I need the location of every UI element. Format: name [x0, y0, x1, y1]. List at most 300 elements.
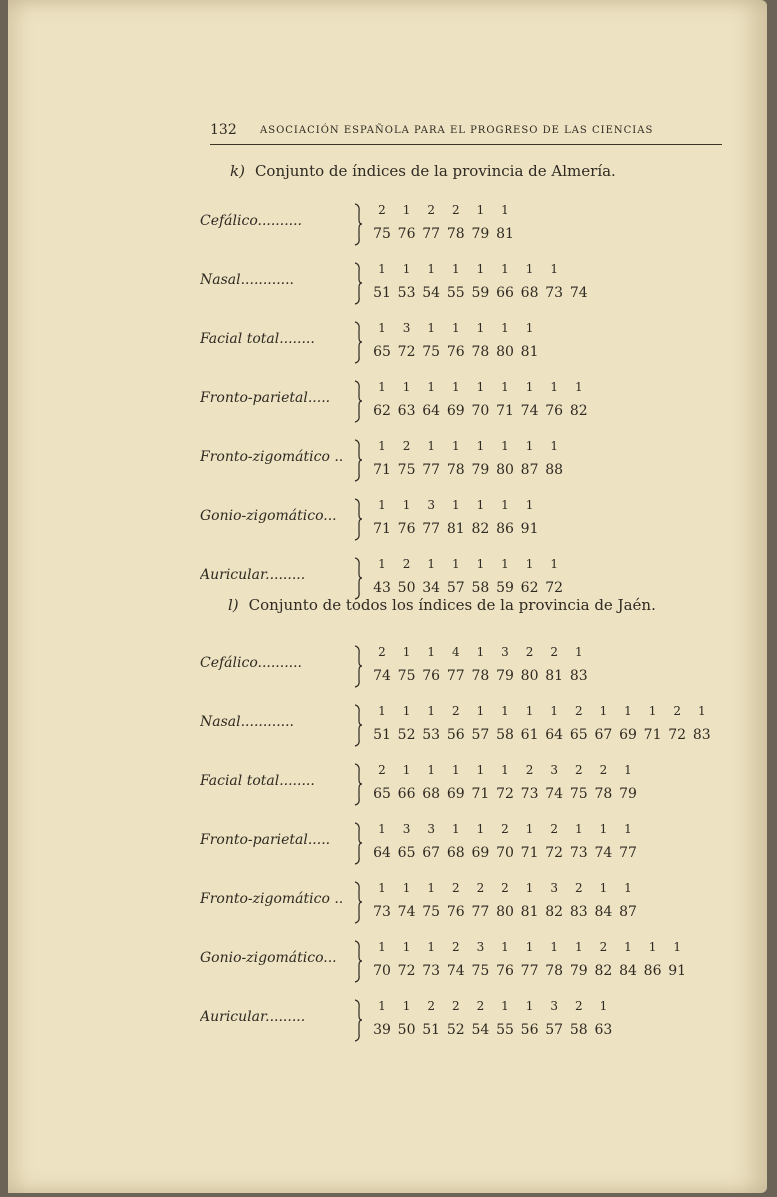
- index-cell: [591, 996, 615, 1040]
- count: 1: [476, 822, 485, 836]
- index-cell: [616, 701, 640, 745]
- index-cell: [395, 996, 419, 1040]
- count: 1: [476, 203, 485, 217]
- index-value: 67: [594, 727, 613, 743]
- index-cell: [493, 554, 517, 598]
- section-title-text: Conjunto de todos los índices de la provincia de Jaén.: [248, 596, 656, 614]
- index-value: 50: [397, 1022, 416, 1038]
- index-value: 76: [446, 904, 465, 920]
- count: 3: [427, 498, 435, 512]
- count: 1: [525, 999, 534, 1013]
- index-value: 75: [397, 668, 416, 684]
- count: 1: [451, 262, 460, 276]
- count: 1: [378, 822, 386, 836]
- index-value: 80: [496, 344, 514, 360]
- count: 1: [673, 940, 681, 954]
- brace-icon: [352, 436, 364, 484]
- brace-icon: [352, 996, 364, 1044]
- index-cell: [641, 701, 665, 745]
- index-label: Gonio-zigomático...: [200, 508, 337, 524]
- count: 1: [574, 822, 583, 836]
- count: 2: [501, 881, 509, 895]
- index-cell: [370, 259, 394, 303]
- brace-icon: [352, 642, 364, 690]
- index-cell: [591, 878, 615, 922]
- index-value: 80: [496, 462, 514, 478]
- index-value: 71: [643, 727, 662, 743]
- count: 1: [574, 940, 583, 954]
- index-value: 75: [422, 904, 441, 920]
- count: 1: [378, 704, 386, 718]
- index-cell: [493, 436, 517, 480]
- index-cell: [370, 878, 394, 922]
- index-value: 51: [373, 727, 391, 743]
- index-cell: [493, 819, 517, 863]
- index-value: 73: [545, 285, 564, 301]
- index-value: 79: [471, 462, 490, 478]
- index-value: 74: [397, 904, 416, 920]
- index-value: 73: [520, 786, 539, 802]
- index-cell: [518, 996, 542, 1040]
- count: 1: [378, 262, 386, 276]
- index-value: 57: [471, 727, 490, 743]
- index-value: 74: [520, 403, 539, 419]
- count: 2: [427, 999, 435, 1013]
- index-cell: [468, 200, 492, 244]
- count: 1: [525, 557, 534, 571]
- index-row: [196, 377, 716, 425]
- index-value: 74: [594, 845, 613, 861]
- index-row: [196, 495, 716, 543]
- index-cell: [542, 878, 566, 922]
- count: 1: [501, 999, 509, 1013]
- count: 2: [476, 999, 485, 1013]
- index-cell: [468, 819, 492, 863]
- index-value: 69: [471, 845, 490, 861]
- index-value: 76: [397, 226, 416, 242]
- count: 1: [402, 380, 411, 394]
- count: 3: [550, 881, 558, 895]
- running-header: [210, 122, 722, 145]
- index-cell: [444, 259, 468, 303]
- index-cell: [370, 554, 394, 598]
- index-cell: [518, 318, 542, 362]
- index-cell: [419, 878, 443, 922]
- index-cell: [395, 554, 419, 598]
- brace-icon: [352, 760, 364, 808]
- index-row: [196, 996, 716, 1044]
- index-value: 78: [545, 963, 564, 979]
- index-cell: [518, 554, 542, 598]
- count: 2: [402, 557, 411, 571]
- index-value: 69: [446, 786, 465, 802]
- index-cell: [591, 760, 615, 804]
- count: 1: [402, 881, 411, 895]
- index-cell: [518, 760, 542, 804]
- index-cell: [518, 259, 542, 303]
- index-cell: [665, 937, 689, 981]
- count: 3: [550, 999, 558, 1013]
- index-cell: [444, 318, 468, 362]
- index-cell: [493, 701, 517, 745]
- index-cell: [567, 819, 591, 863]
- index-value: 65: [373, 344, 391, 360]
- index-value: 82: [569, 403, 588, 419]
- index-cell: [542, 436, 566, 480]
- index-value: 54: [471, 1022, 490, 1038]
- index-value: 77: [471, 904, 490, 920]
- index-value: 74: [569, 285, 588, 301]
- count: 2: [451, 203, 460, 217]
- brace-icon: [352, 318, 364, 366]
- index-cell: [370, 642, 394, 686]
- index-cell: [419, 495, 443, 539]
- count: 1: [451, 321, 460, 335]
- index-label: Auricular.........: [200, 1009, 306, 1025]
- index-value: 63: [594, 1022, 613, 1038]
- index-value: 77: [520, 963, 539, 979]
- index-value: 62: [520, 580, 539, 596]
- index-cell: [419, 436, 443, 480]
- count: 2: [599, 763, 608, 777]
- count: 1: [501, 557, 509, 571]
- count: 2: [451, 999, 460, 1013]
- index-cell: [444, 200, 468, 244]
- brace-icon: [352, 554, 364, 602]
- index-value: 62: [373, 403, 391, 419]
- count: 1: [427, 439, 435, 453]
- index-value: 65: [397, 845, 416, 861]
- index-cell: [370, 937, 394, 981]
- index-label: Auricular.........: [200, 567, 306, 583]
- index-value: 71: [471, 786, 490, 802]
- index-value: 86: [643, 963, 662, 979]
- index-value: 79: [619, 786, 637, 802]
- count: 1: [476, 321, 485, 335]
- index-cell: [518, 642, 542, 686]
- index-cell: [468, 760, 492, 804]
- index-cell: [493, 318, 517, 362]
- count: 1: [624, 940, 632, 954]
- index-label: Nasal............: [200, 714, 295, 730]
- index-label: Gonio-zigomático...: [200, 950, 337, 966]
- index-value: 88: [545, 462, 564, 478]
- index-cell: [493, 495, 517, 539]
- index-value: 81: [496, 226, 514, 242]
- index-value: 87: [619, 904, 637, 920]
- index-cell: [518, 819, 542, 863]
- index-cell: [518, 701, 542, 745]
- index-label: Facial total........: [200, 331, 315, 347]
- count: 1: [501, 380, 509, 394]
- count: 1: [402, 999, 411, 1013]
- count: 3: [550, 763, 558, 777]
- index-cell: [370, 495, 394, 539]
- count: 3: [427, 822, 435, 836]
- count: 2: [451, 881, 460, 895]
- index-cell: [542, 760, 566, 804]
- brace-icon: [352, 937, 364, 985]
- index-cell: [542, 259, 566, 303]
- count: 1: [624, 881, 632, 895]
- count: 2: [574, 704, 583, 718]
- index-cell: [419, 642, 443, 686]
- index-cell: [444, 436, 468, 480]
- index-value: 71: [496, 403, 514, 419]
- count: 1: [525, 380, 534, 394]
- index-cell: [395, 318, 419, 362]
- count: 1: [402, 203, 411, 217]
- index-value: 73: [569, 845, 588, 861]
- index-cell: [468, 318, 492, 362]
- index-cell: [370, 436, 394, 480]
- index-label: Fronto-parietal.....: [200, 832, 331, 848]
- index-value: 82: [545, 904, 564, 920]
- index-row: [196, 259, 716, 307]
- brace-icon: [352, 878, 364, 926]
- index-cell: [493, 937, 517, 981]
- index-cell: [591, 701, 615, 745]
- count: 1: [378, 881, 386, 895]
- index-row: [196, 554, 716, 602]
- count: 3: [402, 822, 411, 836]
- index-cell: [419, 259, 443, 303]
- index-cell: [444, 642, 468, 686]
- index-value: 81: [545, 668, 564, 684]
- index-value: 82: [594, 963, 613, 979]
- index-cell: [468, 878, 492, 922]
- index-value: 65: [569, 727, 588, 743]
- index-cell: [395, 819, 419, 863]
- count: 1: [525, 262, 534, 276]
- index-value: 50: [397, 580, 416, 596]
- count: 1: [427, 557, 435, 571]
- count: [567, 259, 591, 283]
- index-cell: [419, 701, 443, 745]
- count: 1: [525, 321, 534, 335]
- index-cell: [493, 996, 517, 1040]
- index-value: 80: [496, 904, 514, 920]
- count: 1: [402, 704, 411, 718]
- index-cell: [444, 377, 468, 421]
- index-value: 81: [520, 904, 539, 920]
- count: 1: [501, 763, 509, 777]
- index-cell: [444, 878, 468, 922]
- count: 1: [451, 763, 460, 777]
- count: 1: [378, 940, 386, 954]
- running-title: ASOCIACIÓN ESPAÑOLA PARA EL PROGRESO DE LAS CIENCIAS: [260, 125, 654, 136]
- index-value: 91: [520, 521, 539, 537]
- index-cell: [591, 819, 615, 863]
- index-value: 70: [471, 403, 490, 419]
- count: 1: [501, 321, 509, 335]
- count: 2: [378, 203, 386, 217]
- count: 2: [427, 203, 435, 217]
- index-cell: [665, 701, 689, 745]
- index-value: 74: [545, 786, 564, 802]
- index-value: 66: [397, 786, 416, 802]
- index-value: 84: [619, 963, 637, 979]
- index-label: Cefálico..........: [200, 655, 303, 671]
- index-row: [196, 200, 716, 248]
- count: 1: [378, 999, 386, 1013]
- index-value: 63: [397, 403, 416, 419]
- count: 2: [378, 645, 386, 659]
- count: 1: [648, 704, 657, 718]
- index-cell: [616, 819, 640, 863]
- index-cell: [395, 642, 419, 686]
- count: 1: [697, 704, 706, 718]
- brace-icon: [352, 495, 364, 543]
- index-value: 34: [422, 580, 441, 596]
- index-cell: [641, 937, 665, 981]
- index-value: 72: [545, 845, 564, 861]
- index-row: [196, 760, 716, 808]
- index-value: 51: [373, 285, 391, 301]
- count: 1: [624, 822, 632, 836]
- index-value: 91: [668, 963, 687, 979]
- count: 1: [378, 557, 386, 571]
- count: 1: [402, 645, 411, 659]
- index-value: 57: [545, 1022, 564, 1038]
- section-title: [228, 596, 656, 614]
- index-row: [196, 318, 716, 366]
- index-cell: [591, 937, 615, 981]
- count: 1: [624, 704, 632, 718]
- index-cell: [542, 937, 566, 981]
- index-cell: [444, 819, 468, 863]
- brace-icon: [352, 377, 364, 425]
- count: 1: [427, 881, 435, 895]
- index-value: 75: [422, 344, 441, 360]
- section-title: [230, 162, 616, 180]
- count: 3: [501, 645, 509, 659]
- index-cell: [493, 642, 517, 686]
- brace-icon: [352, 200, 364, 248]
- index-value: 79: [471, 226, 490, 242]
- index-value: 73: [422, 963, 441, 979]
- index-cell: [419, 554, 443, 598]
- index-cell: [419, 760, 443, 804]
- index-cell: [419, 819, 443, 863]
- index-label: Fronto-zigomático ..: [200, 891, 344, 907]
- index-cell: [419, 937, 443, 981]
- index-cell: [616, 878, 640, 922]
- count: 4: [451, 645, 460, 659]
- index-value: 58: [496, 727, 514, 743]
- index-value: 71: [520, 845, 539, 861]
- index-cell: [518, 436, 542, 480]
- brace-icon: [352, 819, 364, 867]
- index-value: 87: [520, 462, 539, 478]
- index-cell: [468, 436, 492, 480]
- index-cell: [395, 377, 419, 421]
- index-value: 59: [471, 285, 490, 301]
- index-value: 64: [545, 727, 564, 743]
- count: 2: [451, 704, 460, 718]
- index-cell: [370, 819, 394, 863]
- count: 1: [402, 262, 411, 276]
- count: 1: [476, 763, 485, 777]
- index-value: 77: [446, 668, 465, 684]
- count: 1: [427, 380, 435, 394]
- index-value: 78: [446, 226, 465, 242]
- count: 1: [501, 498, 509, 512]
- index-cell: [395, 878, 419, 922]
- count: 2: [501, 822, 509, 836]
- index-value: 80: [520, 668, 539, 684]
- index-value: 76: [446, 344, 465, 360]
- index-value: 55: [496, 1022, 514, 1038]
- index-cell: [468, 554, 492, 598]
- count: 1: [525, 498, 534, 512]
- count: 1: [501, 203, 509, 217]
- count: 2: [550, 645, 558, 659]
- index-value: 64: [373, 845, 391, 861]
- index-value: 73: [373, 904, 391, 920]
- index-value: 77: [422, 462, 441, 478]
- index-cell: [468, 996, 492, 1040]
- count: 2: [574, 999, 583, 1013]
- count: 1: [378, 380, 386, 394]
- count: 1: [402, 940, 411, 954]
- index-cell: [444, 760, 468, 804]
- index-value: 51: [422, 1022, 441, 1038]
- count: 1: [476, 557, 485, 571]
- index-cell: [493, 760, 517, 804]
- index-cell: [567, 760, 591, 804]
- index-value: 78: [594, 786, 613, 802]
- count: 1: [427, 262, 435, 276]
- index-value: 52: [446, 1022, 465, 1038]
- index-label: Fronto-zigomático ..: [200, 449, 344, 465]
- count: 1: [550, 557, 558, 571]
- index-cell: [468, 495, 492, 539]
- index-value: 78: [471, 344, 490, 360]
- index-cell: [419, 318, 443, 362]
- index-label: Nasal............: [200, 272, 295, 288]
- index-value: 54: [422, 285, 441, 301]
- index-cell: [395, 259, 419, 303]
- count: 1: [501, 439, 509, 453]
- index-value: 78: [446, 462, 465, 478]
- index-value: 71: [373, 462, 391, 478]
- count: 1: [599, 999, 608, 1013]
- index-value: 61: [520, 727, 539, 743]
- count: 1: [525, 822, 534, 836]
- index-cell: [493, 878, 517, 922]
- index-value: 77: [619, 845, 637, 861]
- index-cell: [567, 937, 591, 981]
- index-cell: [395, 436, 419, 480]
- count: 1: [451, 380, 460, 394]
- index-value: 76: [422, 668, 441, 684]
- index-value: 81: [520, 344, 539, 360]
- count: 1: [402, 498, 411, 512]
- index-cell: [444, 495, 468, 539]
- index-cell: [616, 760, 640, 804]
- count: 1: [451, 822, 460, 836]
- count: 2: [673, 704, 681, 718]
- index-value: 72: [545, 580, 564, 596]
- count: 2: [451, 940, 460, 954]
- index-cell: [395, 495, 419, 539]
- index-value: 81: [446, 521, 465, 537]
- index-cell: [395, 760, 419, 804]
- count: 2: [550, 822, 558, 836]
- count: 1: [525, 439, 534, 453]
- count: 1: [476, 498, 485, 512]
